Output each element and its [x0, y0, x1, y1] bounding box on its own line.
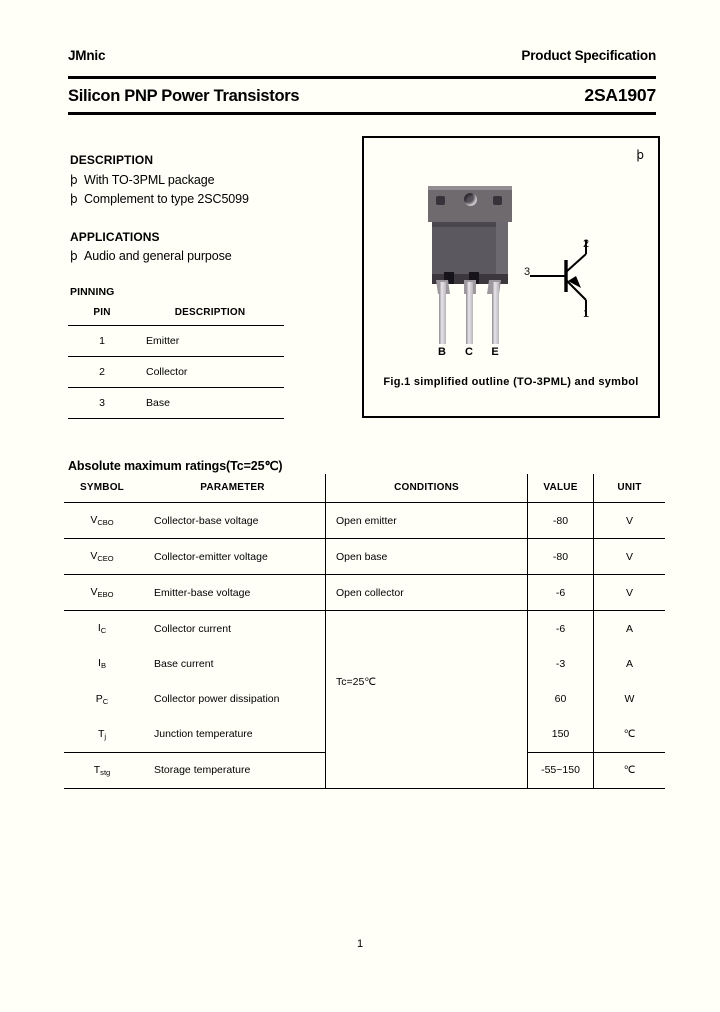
- figure-panel: [362, 136, 660, 418]
- document-type-label: Product Specification: [521, 48, 656, 63]
- rating-parameter: Collector-emitter voltage: [140, 539, 326, 575]
- pin-description: Base: [136, 388, 284, 419]
- pinning-col-desc: DESCRIPTION: [174, 307, 246, 318]
- symbol-terminal-emitter: 1: [583, 308, 590, 320]
- symbol-base: P: [95, 692, 103, 705]
- package-lead-emitter: [492, 282, 499, 344]
- rating-value: 60: [528, 682, 594, 717]
- ratings-title: [68, 458, 282, 473]
- symbol-subscript: C: [102, 696, 109, 706]
- applications-heading: APPLICATIONS: [70, 230, 160, 244]
- ratings-col-value: VALUE: [528, 474, 594, 503]
- symbol-base: I: [97, 622, 101, 635]
- rating-symbol: [64, 575, 140, 611]
- table-row: [64, 503, 665, 539]
- rating-parameter: Collector-base voltage: [140, 503, 326, 539]
- bullet-icon: þ: [70, 249, 78, 263]
- pinning-col-pin: PIN: [93, 307, 111, 318]
- rating-value: 150: [528, 717, 594, 753]
- rating-parameter: Emitter-base voltage: [140, 575, 326, 611]
- package-corner-hole-left: [436, 196, 445, 205]
- rating-value: -3: [528, 646, 594, 681]
- rating-unit: V: [594, 575, 666, 611]
- pinning-table: [68, 305, 284, 419]
- rating-symbol: [64, 611, 140, 647]
- rating-value: -80: [528, 539, 594, 575]
- symbol-terminal-base: 3: [524, 266, 531, 278]
- ratings-col-parameter: PARAMETER: [140, 474, 326, 503]
- rating-symbol: [64, 717, 140, 753]
- symbol-subscript: j: [104, 731, 107, 741]
- symbol-base: I: [98, 657, 101, 670]
- package-corner-hole-right: [493, 196, 502, 205]
- rating-unit: V: [594, 539, 666, 575]
- rating-symbol: [64, 503, 140, 539]
- rating-unit: ℃: [594, 717, 666, 753]
- table-row: [64, 611, 665, 647]
- rating-symbol: [64, 539, 140, 575]
- rating-value: -55~150: [528, 752, 594, 788]
- rating-symbol: [64, 646, 140, 681]
- description-heading: DESCRIPTION: [70, 153, 154, 167]
- rating-unit: A: [594, 646, 666, 681]
- rating-condition: Open collector: [326, 575, 528, 611]
- package-pin-letter-c: C: [465, 346, 473, 358]
- brand-name: JMnic: [68, 48, 106, 63]
- bullet-icon: þ: [636, 148, 644, 162]
- page-header: [68, 48, 656, 63]
- ratings-col-conditions: CONDITIONS: [326, 474, 528, 503]
- rating-parameter: Collector power dissipation: [154, 693, 280, 706]
- rating-condition-merged: Tc=25℃: [326, 611, 528, 752]
- symbol-subscript: CEO: [97, 554, 114, 564]
- pin-description: Emitter: [136, 326, 284, 357]
- symbol-base: T: [93, 763, 101, 776]
- table-row: [68, 388, 284, 419]
- rating-unit: W: [594, 682, 666, 717]
- table-row: [64, 539, 665, 575]
- applications-item-label: Audio and general purpose: [84, 249, 232, 263]
- ratings-header-row: [64, 474, 665, 503]
- rating-parameter: Storage temperature: [140, 752, 326, 788]
- description-item-label: Complement to type 2SC5099: [84, 192, 249, 206]
- rating-value: -6: [528, 575, 594, 611]
- figure-caption: Fig.1 simplified outline (TO-3PML) and symbol: [383, 376, 639, 388]
- rating-value: -6: [528, 611, 594, 647]
- rating-parameter: Base current: [154, 657, 214, 670]
- symbol-base: V: [90, 586, 98, 599]
- rating-condition: Open emitter: [326, 503, 528, 539]
- rating-unit: A: [594, 611, 666, 647]
- bullet-icon: þ: [70, 192, 78, 206]
- symbol-subscript: stg: [100, 767, 111, 777]
- bullet-icon: þ: [70, 173, 78, 187]
- page-number: 1: [356, 938, 364, 950]
- symbol-terminal-collector: 2: [583, 238, 590, 250]
- package-tab-highlight: [428, 186, 512, 190]
- package-pin-letter-e: E: [491, 346, 499, 358]
- rating-unit: V: [594, 503, 666, 539]
- package-pin-letter-b: B: [438, 346, 446, 358]
- table-row: [68, 326, 284, 357]
- table-row: [64, 575, 665, 611]
- rating-unit: ℃: [594, 752, 666, 788]
- package-lead-collector: [466, 282, 473, 344]
- pin-number: 1: [68, 326, 136, 357]
- header-divider-top: [68, 76, 656, 79]
- pinning-heading: PINNING: [70, 286, 115, 298]
- rating-condition: Open base: [326, 539, 528, 575]
- transistor-package-image: [422, 186, 518, 358]
- ratings-title-text: Absolute maximum ratings(Tc=25℃): [68, 459, 283, 473]
- pin-description: Collector: [136, 357, 284, 388]
- title-row: [68, 85, 656, 106]
- rating-condition: [326, 752, 528, 788]
- header-divider-bottom: [68, 112, 656, 115]
- description-item: [70, 173, 214, 187]
- package-mounting-hole: [464, 193, 477, 206]
- page-title: Silicon PNP Power Transistors: [68, 87, 300, 105]
- part-number: 2SA1907: [584, 85, 656, 105]
- rating-parameter: Junction temperature: [140, 717, 326, 753]
- table-row: [64, 752, 665, 788]
- pnp-transistor-symbol: [524, 234, 614, 334]
- symbol-subscript: EBO: [97, 590, 114, 600]
- symbol-base: T: [97, 727, 105, 740]
- applications-item: [70, 249, 232, 263]
- rating-symbol: [64, 752, 140, 788]
- rating-value: -80: [528, 503, 594, 539]
- absolute-maximum-ratings-table: [64, 474, 665, 789]
- package-lead-base: [439, 282, 446, 344]
- description-item: [70, 192, 249, 206]
- pin-number: 3: [68, 388, 136, 419]
- symbol-subscript: C: [100, 626, 107, 636]
- description-item-label: With TO-3PML package: [84, 173, 215, 187]
- ratings-col-unit: UNIT: [594, 474, 666, 503]
- rating-parameter: Collector current: [154, 622, 232, 635]
- symbol-base: V: [90, 550, 98, 563]
- pin-number: 2: [68, 357, 136, 388]
- package-body-side: [496, 222, 508, 280]
- ratings-col-symbol: SYMBOL: [64, 474, 140, 503]
- table-row: [68, 357, 284, 388]
- pinning-header-row: [68, 305, 284, 326]
- symbol-subscript: CBO: [97, 518, 114, 528]
- symbol-base: V: [90, 514, 98, 526]
- symbol-subscript: B: [100, 661, 106, 671]
- rating-symbol: [64, 682, 140, 717]
